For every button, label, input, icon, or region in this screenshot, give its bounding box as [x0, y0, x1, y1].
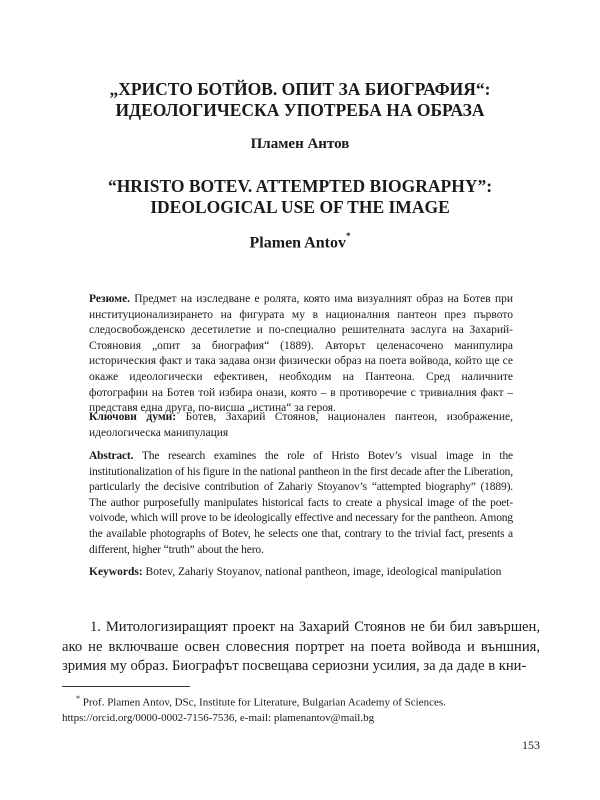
title-bulgarian — [60, 79, 540, 121]
author-bulgarian: Пламен Антов — [250, 136, 350, 152]
title-english — [60, 176, 540, 218]
footnote-mark: * — [76, 694, 80, 703]
title-bulgarian-line1: „ХРИСТО БОТЙОВ. ОПИТ ЗА БИОГРАФИЯ“: — [109, 79, 491, 99]
footnote-divider — [62, 686, 190, 687]
title-bulgarian-line2: ИДЕОЛОГИЧЕСКА УПОТРЕБА НА ОБРАЗА — [115, 100, 485, 120]
abstract-english-label: Abstract. — [89, 450, 134, 462]
abstract-bulgarian-label: Резюме. — [89, 293, 131, 305]
page-number: 153 — [522, 738, 540, 752]
abstract-bulgarian — [89, 292, 513, 417]
abstract-english-text: The research examines the role of Hristo Botev’s visual image in the institutionalization of his figure in the national pantheon in the first decade after the Liberation, particularly the decisive contribution of Zahariy Stoyanov’s “attempted biography” (1889). The author purposefully manipulates historical facts to create a physical image of the poet-voivode, which will prove to be ideologically effective and necessary for the pantheon. Among the available photographs of Botev, he selects one that, contrary to the trivial fact, presents a different, higher “truth” about the hero. — [89, 450, 513, 556]
title-english-line2: IDEOLOGICAL USE OF THE IMAGE — [150, 197, 450, 217]
keywords-english — [89, 565, 513, 581]
abstract-bulgarian-text: Предмет на изследване е ролята, която има визуалният образ на Ботев при институционализирането на фигурата му в националния пантеон през първото следосвобожденско десетилетие и по-специално решителната заслуга на Захарий-Стояновия „опит за биография“ (1889). Авторът целенасочено манипулира историческия факт и така задава онзи физически образ на поета войвода, който ще се окаже идеологически ефективен, необходим на Пантеона. Сред наличните фотографии на Ботев той избира онази, която – в противоречие с тривиалния факт – представя една друга, по-висша „истина“ за героя. — [89, 293, 513, 415]
keywords-bulgarian-text: Ботев, Захарий Стоянов, национален пантеон, изображение, идеологическа манипулация — [89, 411, 513, 439]
keywords-bulgarian-label: Ключови думи: — [89, 411, 177, 423]
abstract-english — [89, 449, 513, 558]
keywords-english-text: Botev, Zahariy Stoyanov, national pantheon, image, ideological manipulation — [142, 566, 502, 578]
footnote-marker[interactable]: * — [345, 231, 351, 241]
footnote-text: Prof. Plamen Antov, DSc, Institute for Literature, Bulgarian Academy of Sciences. https://orcid.org/0000-0002-7156-7536, e-mail: plamenantov@mail.bg — [62, 696, 446, 724]
body-paragraph: 1. Митологизиращият проект на Захарий Стоянов не би бил завършен, ако не включваше освен словесния портрет на поета войвода и външния, зримия му образ. Биографът посвещава сериозни усилия, за да даде в кни- — [62, 619, 540, 674]
author-english — [60, 233, 540, 252]
keywords-english-label: Keywords: — [89, 566, 143, 578]
title-english-line1: “HRISTO BOTEV. ATTEMPTED BIOGRAPHY”: — [107, 176, 493, 196]
footnote — [62, 691, 540, 726]
keywords-bulgarian — [89, 410, 513, 441]
author-english-name: Plamen Antov — [249, 234, 346, 252]
